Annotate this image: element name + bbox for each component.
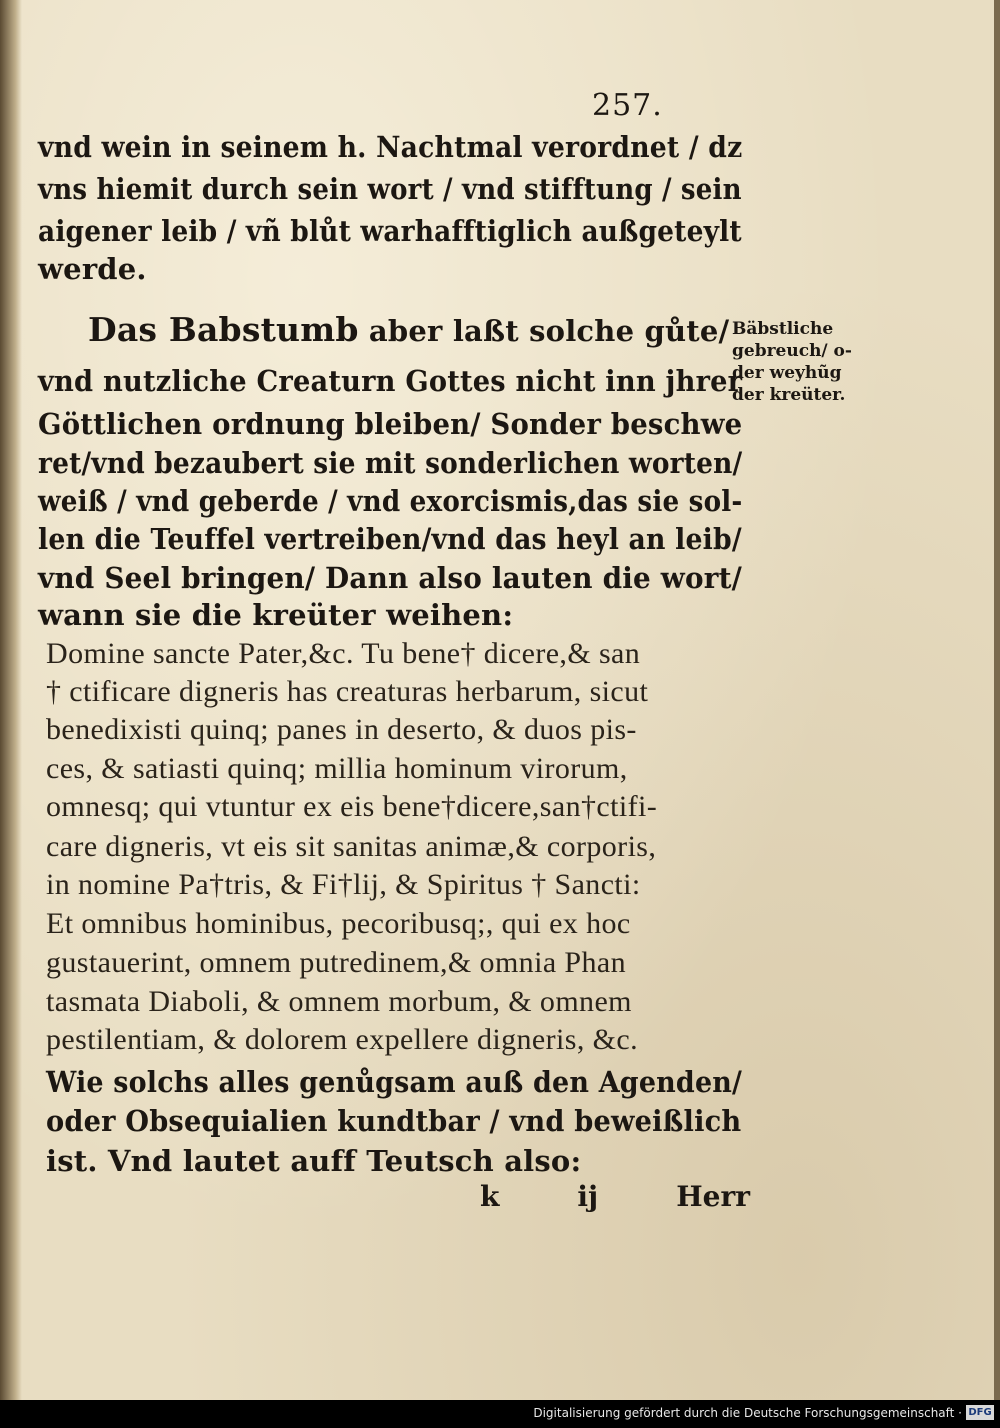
signature-mark: k	[480, 1180, 500, 1213]
page-number: 257.	[592, 88, 663, 123]
latin-line: pestilentiam, & dolorem expellere digneris, &c.	[46, 1023, 638, 1056]
text-line: vnd nutzliche Creaturn Gottes nicht inn jhrer	[38, 364, 743, 398]
latin-line: omnesq; qui vtuntur ex eis bene†dicere,san†ctifi-	[46, 790, 658, 823]
text-line: vnd wein in seinem h. Nachtmal verordnet / dz	[38, 130, 743, 164]
text-line: Wie solchs alles genůgsam auß den Agenden/	[46, 1065, 743, 1099]
text-line: vnd Seel bringen/ Dann also lauten die wort/	[38, 561, 743, 595]
latin-line: † ctificare digneris has creaturas herbarum, sicut	[46, 675, 649, 708]
text-line: aigener leib / vñ blůt warhafftiglich außgeteylt	[38, 214, 742, 248]
text-line: len die Teuffel vertreiben/vnd das heyl an leib/	[38, 522, 742, 556]
margin-note-line: Bäbstliche	[732, 319, 834, 339]
page-edge	[994, 0, 1000, 1400]
text-line: weiß / vnd geberde / vnd exorcismis,das sie sol-	[38, 484, 743, 518]
text-line: ret/vnd bezaubert sie mit sonderlichen worten/	[38, 446, 743, 480]
text-line: wann sie die kreüter weihen:	[38, 598, 514, 632]
latin-line: gustauerint, omnem putredinem,& omnia Phan	[46, 946, 627, 979]
catchword-line	[480, 1180, 750, 1213]
signature-number: ij	[577, 1180, 599, 1213]
paragraph-lead: Das Babstumb	[88, 310, 359, 349]
paragraph-lead-rest: aber laßt solche gůte/	[358, 314, 730, 348]
margin-note-line: der kreüter.	[732, 385, 846, 405]
text-line: oder Obsequialien kundtbar / vnd beweißlich	[46, 1104, 742, 1138]
text-line: werde.	[38, 252, 147, 286]
latin-line: in nomine Pa†tris, & Fi†lij, & Spiritus † Sancti:	[46, 868, 641, 901]
dfg-logo: DFG	[966, 1405, 994, 1420]
margin-note-line: der weyhũg	[732, 363, 842, 383]
text-line: Göttlichen ordnung bleiben/ Sonder beschwe	[38, 407, 743, 441]
latin-line: benedixisti quinq; panes in deserto, & duos pis-	[46, 713, 637, 746]
binding-gutter-shadow	[0, 0, 22, 1400]
latin-line: Domine sancte Pater,&c. Tu bene† dicere,& san	[46, 637, 641, 670]
funding-credit: Digitalisierung gefördert durch die Deutsche Forschungsgemeinschaft ·	[533, 1406, 962, 1420]
text-line: vns hiemit durch sein wort / vnd stifftung / sein	[38, 172, 742, 206]
paragraph-opening-line	[88, 310, 729, 349]
text-line: ist. Vnd lautet auff Teutsch also:	[46, 1144, 582, 1178]
latin-line: tasmata Diaboli, & omnem morbum, & omnem	[46, 985, 632, 1018]
catchword: Herr	[676, 1180, 750, 1213]
latin-line: Et omnibus hominibus, pecoribusq;, qui ex hoc	[46, 907, 631, 940]
latin-line: care digneris, vt eis sit sanitas animæ,& corporis,	[46, 830, 657, 863]
latin-line: ces, & satiasti quinq; millia hominum virorum,	[46, 752, 628, 785]
margin-note	[732, 318, 882, 406]
margin-note-line: gebreuch/ o-	[732, 341, 852, 361]
